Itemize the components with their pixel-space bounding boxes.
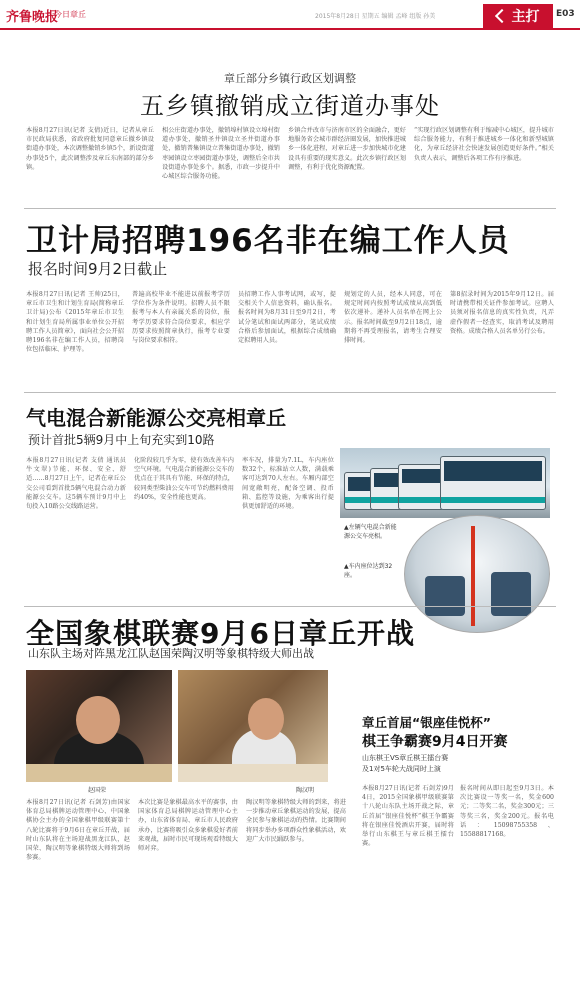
story1-headline: 五乡镇撤销成立街道办事处 — [140, 92, 440, 120]
section-tag — [483, 4, 553, 28]
story2-column-3: 员招聘工作人事考试网，或写，提交相关个人信息资料，确认报名。报名时间为8月31日至9月2日，考试分笔试和面试两部分，笔试成绩合格后参加面试，根据综合成绩确定拟聘用人员。 — [238, 291, 336, 345]
interior-photo-caption: ▲车内座位达到32座。 — [344, 563, 393, 579]
bus-shape — [398, 464, 444, 510]
story2-column-1: 本报8月27日讯(记者 王帅)25日，章丘市卫生和计划生育局(简称章丘卫计局)公布《2015年章丘市卫生和计划生育局所属事业单位公开招聘工作人员简章》，面向社会公开招聘196名非在编工作人员，招聘岗位包括临床、护理等。 — [26, 291, 124, 354]
bus-interior-photo — [404, 515, 550, 633]
photo-caption-b: 陶汉明 — [296, 787, 315, 794]
story1-kicker: 章丘部分乡镇行政区划调整 — [224, 72, 356, 85]
photo-caption-a: 赵国荣 — [88, 787, 107, 794]
story5-headline-line1: 章丘首届“银座佳悦杯” — [362, 715, 491, 730]
bus-photo — [340, 448, 550, 518]
story2-column-4: 规划定的人员，经本人同意，可在规定时间内按照考试成绩从高到低依次递补。递补人员名单在网上公示。报名时间截至9月2日18点，逾期将不再受理报名，请考生合理安排时间。 — [344, 291, 442, 345]
story5-subhead-line1: 山东棋王VS章丘棋王擂台赛 — [362, 754, 449, 762]
section-name: 今日章丘 — [54, 10, 86, 19]
divider — [24, 208, 556, 209]
bus-photo-caption: ▲左辆气电混合新能源公交车亮相。 — [344, 524, 397, 540]
story1-column-4: “实现行政区划调整有利于缩减中心城区，提升城市综合服务能力，有利于推进城乡一体化和新型城镇化，为章丘经济社会快速发展创造更好条件。”相关负责人表示，调整后各项工作有序推进。 — [414, 127, 554, 162]
masthead — [0, 0, 580, 30]
story2-column-5: 第8招录时间为2015年9月12日。届时请携带相关证件参加考试。应聘人员须对报名信息的真实性负责，凡弄虚作假者一经查实，取消考试及聘用资格。成绩合格人员名单另行公布。 — [450, 291, 554, 335]
story1-column-2: 相公庄街道办事处，撤销埠村镇设立埠村街道办事处，撤销圣井镇设立圣井街道办事处，撤销普集镇设立普集街道办事处，撤销枣园镇设立枣园街道办事处，调整后全市共设街道办事处多个。据悉，市政一步提升中心城区综合服务功能。 — [162, 127, 280, 181]
divider — [24, 606, 556, 607]
story3-column-3: 率车况，排量为7.1L，车内座位数32个，标准站立人数，满载乘客可达到70人左右。车厢内部空间宽敞明亮，配备空调、投币箱、监控等设施，为乘客出行提供更加舒适的环境。 — [242, 457, 334, 511]
story5-column-1: 本报8月27日讯(记者 石剑芳)9月4日，2015全国象棋甲级联赛第十八轮山东队主场开战之际，章丘首届“银座佳悦杯”棋王争霸赛将在银座佳悦酒店开赛，届时将举行山东棋王与章丘棋王擂台赛。 — [362, 785, 454, 848]
dateline: 2015年8月28日 星期五 编辑 孟峰 组版 孙美 — [315, 13, 436, 20]
section-tag-label: 主打 — [511, 9, 540, 25]
story2-headline: 卫计局招聘196名非在编工作人员 — [26, 223, 510, 259]
story3-column-1: 本报8月27日讯(记者 支倩 通讯员 牛文翠)节能、环保、安全、舒适……8月27日上午，记者在章丘公交公司看到首批5辆气电混合动力新能源公交车。这5辆车预计9月中上旬投入10路公交线路运营。 — [26, 457, 126, 511]
story3-subhead: 预计首批5辆9月中上旬充实到10路 — [28, 433, 215, 447]
divider — [24, 392, 556, 393]
story1-column-3: 乡镇合并改市与济南市区的全面融合，更好地服务省会城市群经济圈发展，加快推进城乡一体化进程，对章丘进一步加快城市化建设具有重要的现实意义。此次乡镇行政区划调整，有利于优化资源配置。 — [288, 127, 406, 171]
brand-logo: 齐鲁晚报 — [6, 10, 59, 25]
story4-column-2: 本次比赛是象棋最高水平的赛事，由国家体育总局棋牌运动管理中心主办，山东省体育局、章丘市人民政府承办，比赛将吸引众多象棋爱好者前来观战，届时市民可现场观看特级大师对弈。 — [138, 799, 238, 853]
tao-hanming-photo — [178, 670, 328, 782]
story3-column-2: 化阶段较几乎为零，使有效改善车内空气环境。气电混合新能源公交车的优点在于其具有节能、环保的特点，较同类型柴油公交车可节约燃料费用约40%，安全性能也更高。 — [134, 457, 234, 501]
story5-headline-line2: 棋王争霸赛9月4日开赛 — [362, 734, 508, 750]
story4-column-3: 陶汉明等象棋特级大师的到来，将进一步推动章丘象棋运动的发展，提高全民参与象棋运动的热情。比赛期间将同步举办多项群众性象棋活动，欢迎广大市民踊跃参与。 — [246, 799, 346, 843]
story4-subhead: 山东队主场对阵黑龙江队赵国荣陶汉明等象棋特级大师出战 — [28, 647, 314, 660]
story2-column-2: 普遍高校毕业不能进以前报考学历学位作为条件说明。招聘人员不限报考与本人有亲属关系的岗位，报考学历要求符合岗位要求，相应学历要求按照简章执行，报考专业要与岗位要求相符。 — [132, 291, 230, 345]
bus-shape — [440, 456, 546, 510]
page-number: E03 — [556, 9, 575, 19]
chevron-left-icon — [494, 9, 508, 23]
story4-column-1: 本报8月27日讯(记者 石剑芳)由国家体育总局棋牌运动管理中心、中国象棋协会主办的全国象棋甲级联赛第十八轮比赛将于9月6日在章丘开战，届时山东队将在主场迎战黑龙江队，赵国荣、陶汉明等象棋特级大师将到场参赛。 — [26, 799, 130, 862]
story5-column-2: 报名时间从即日起至9月3日。本次比赛设一等奖一名，奖金600元；二等奖二名，奖金300元；三等奖三名，奖金200元。报名电话：15098755358、15588817168。 — [460, 785, 554, 839]
story1-column-1: 本报8月27日讯(记者 支倩)近日，记者从章丘市民政局获悉，省政府批复同意章丘撤乡镇设街道办事处，本次调整撤销乡镇5个，新设街道办事处5个，此次调整涉及章丘东南部的部分乡镇。 — [26, 127, 154, 171]
story2-subhead: 报名时间9月2日截止 — [28, 260, 168, 278]
zhao-guorong-photo — [26, 670, 172, 782]
story3-headline: 气电混合新能源公交亮相章丘 — [26, 406, 286, 430]
story5-subhead-line2: 及1对5车轮大战同时上演 — [362, 765, 441, 773]
story4-headline: 全国象棋联赛9月6日章丘开战 — [26, 617, 415, 650]
